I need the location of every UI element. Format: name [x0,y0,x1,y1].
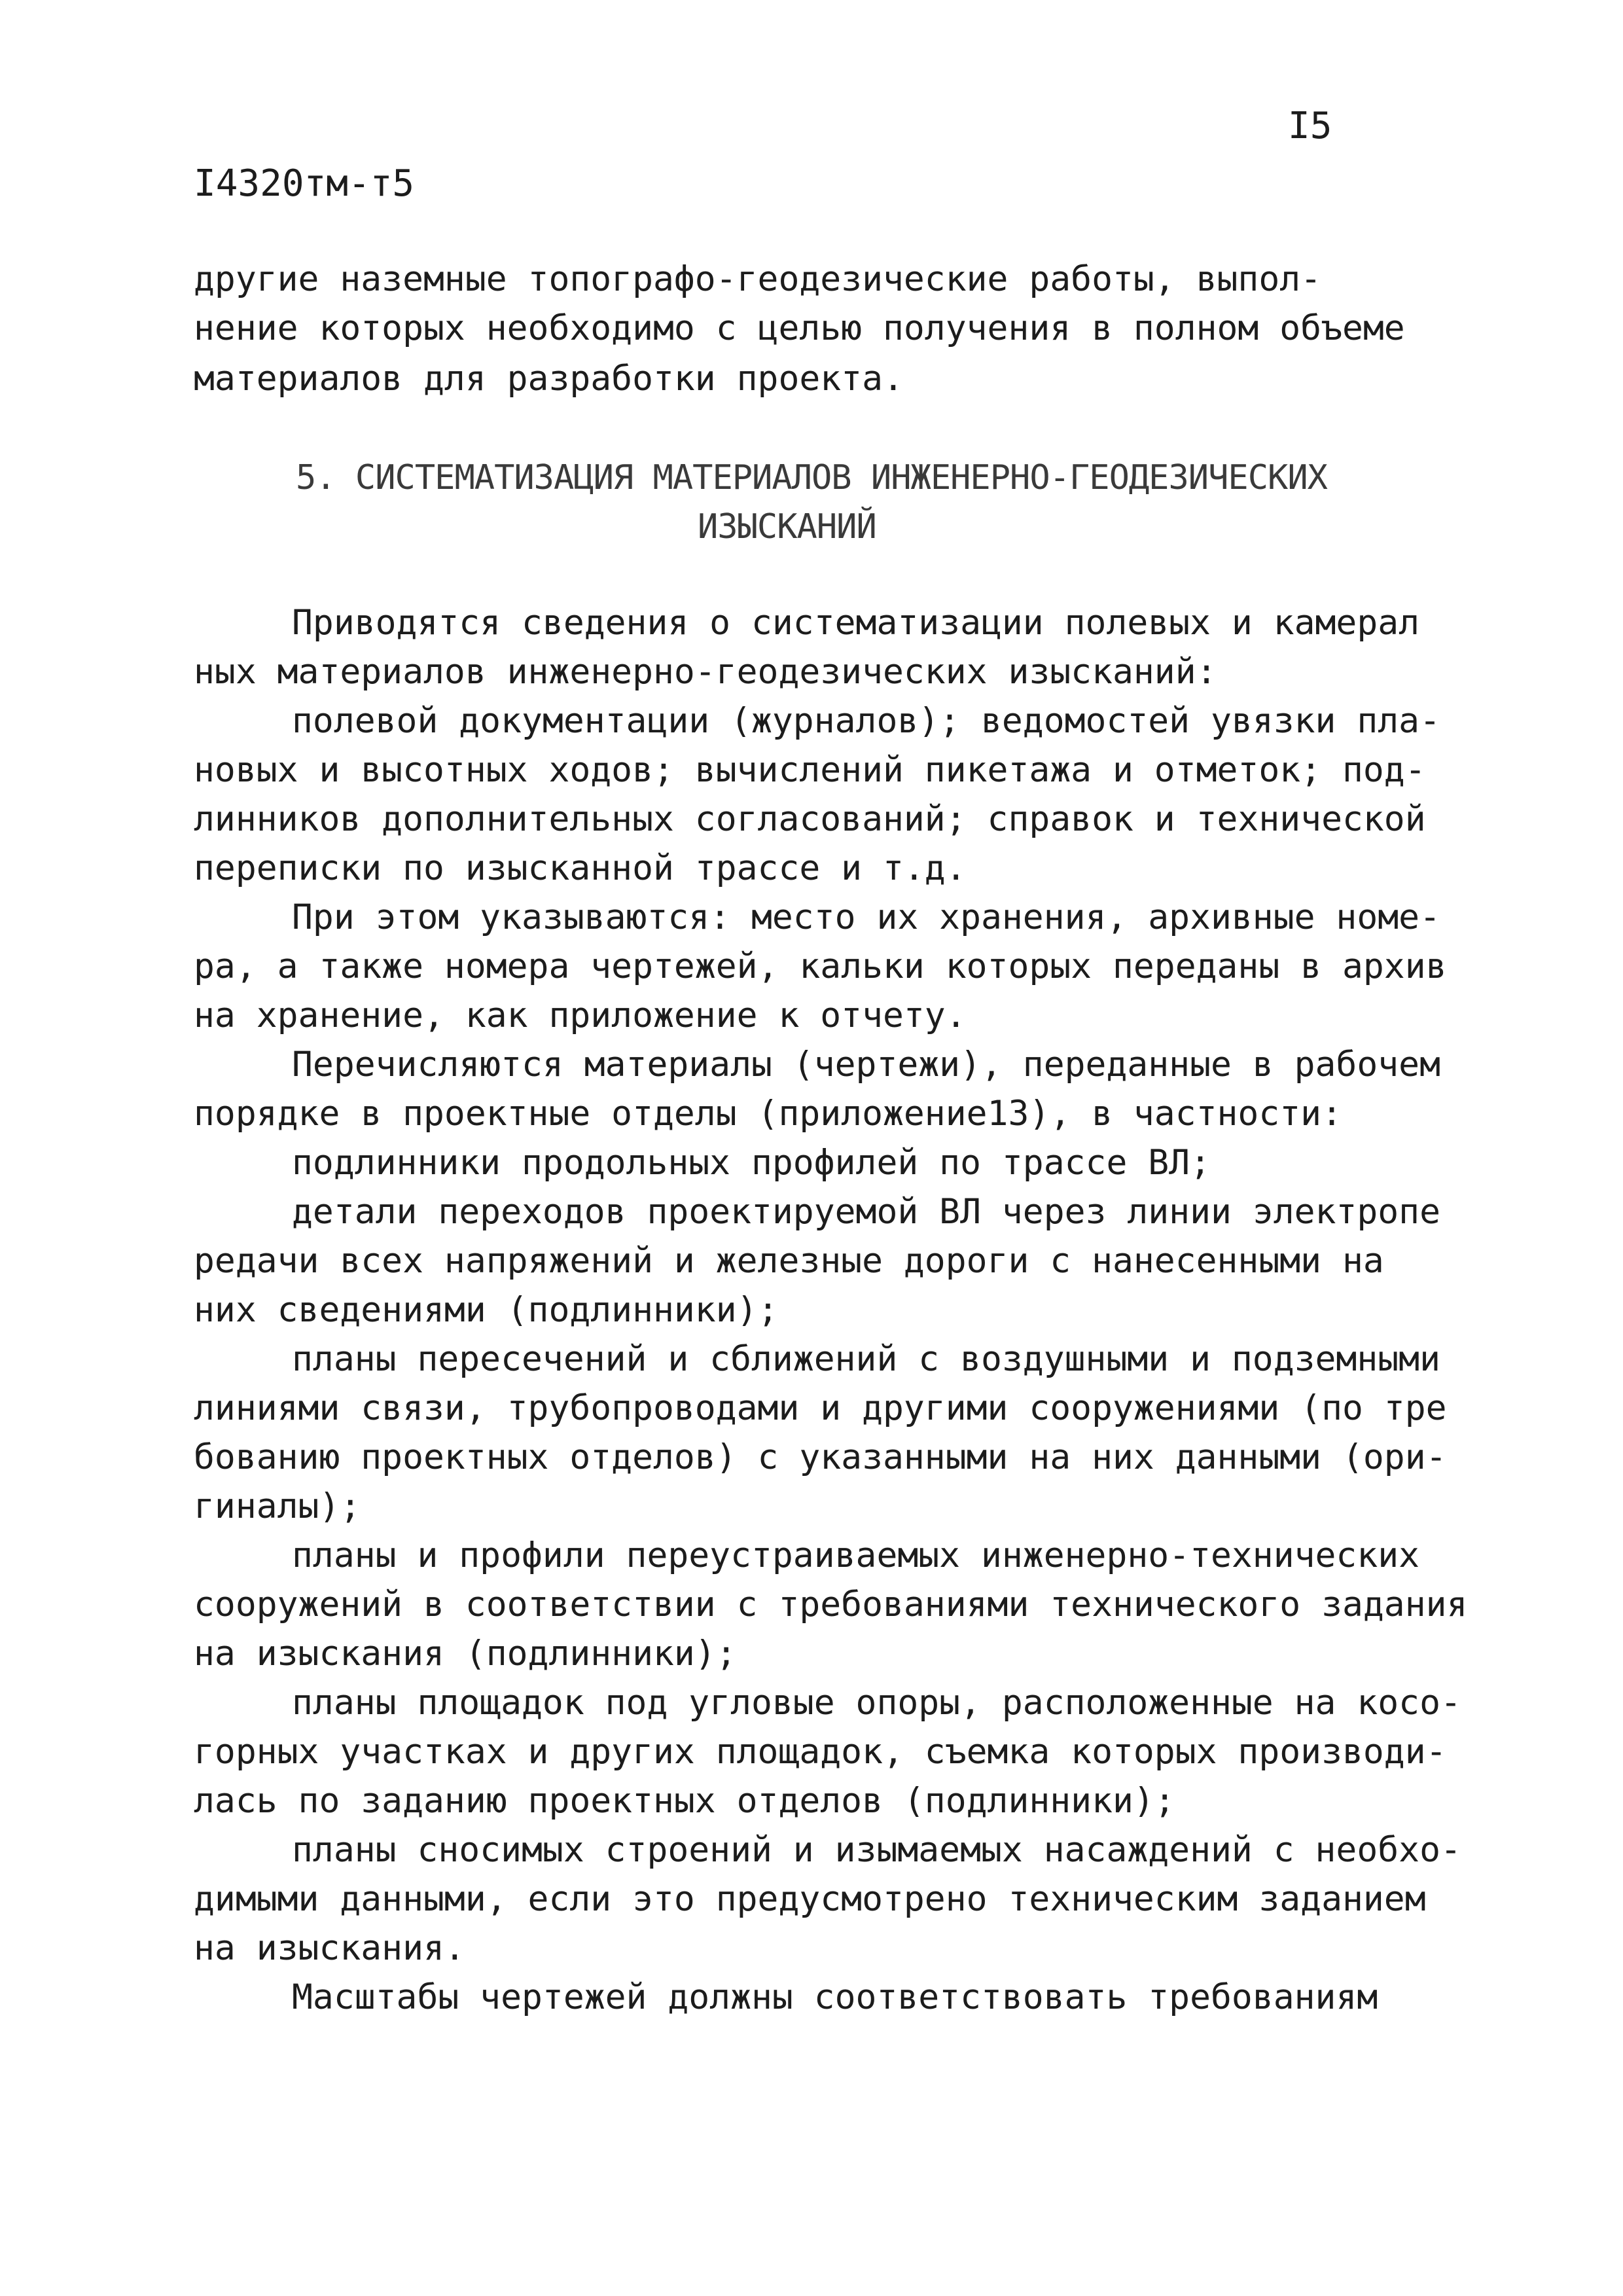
text-line: на хранение, как приложение к отчету. [194,996,967,1035]
text-line: планы и профили переустраиваемых инженерно-технических [292,1535,1420,1575]
text-line: горных участках и других площадок, съемка которых производи- [194,1732,1447,1772]
text-line: на изыскания. [194,1928,465,1968]
text-line: нение которых необходимо с целью получения в полном объеме [194,308,1405,348]
text-line: ра, а также номера чертежей, кальки которых переданы в архив [194,946,1447,986]
text-line: Масштабы чертежей должны соответствовать требованиям [292,1977,1378,2017]
section-title-continued: ИЗЫСКАНИЙ [698,507,876,547]
text-line: ных материалов инженерно-геодезических изысканий: [194,652,1217,692]
text-line: подлинники продольных профилей по трассе ВЛ; [292,1143,1211,1183]
text-line: димыми данными, если это предусмотрено техническим заданием [194,1879,1426,1919]
text-line: лась по заданию проектных отделов (подлинники); [194,1781,1175,1821]
text-line: Приводятся сведения о систематизации полевых и камерал [292,603,1420,643]
text-line: гиналы); [194,1486,361,1526]
page-number: I5 [1288,105,1332,147]
text-line: планы пересечений и сближений с воздушными и подземными [292,1339,1440,1379]
text-line: них сведениями (подлинники); [194,1290,779,1330]
text-line: детали переходов проектируемой ВЛ через линии электропе [292,1192,1440,1232]
text-line: новых и высотных ходов; вычислений пикетажа и отметок; под- [194,750,1426,790]
text-line: линников дополнительных согласований; справок и технической [194,799,1426,839]
text-line: полевой документации (журналов); ведомостей увязки пла- [292,701,1440,741]
text-line: сооружений в соответствии с требованиями технического задания [194,1585,1468,1624]
text-line: Перечисляются материалы (чертежи), переданные в рабочем [292,1045,1440,1085]
text-line: порядке в проектные отделы (приложение13), в частности: [194,1094,1342,1134]
text-line: редачи всех напряжений и железные дороги с нанесенными на [194,1241,1384,1281]
text-line: бованию проектных отделов) с указанными на них данными (ори- [194,1437,1447,1477]
text-line: линиями связи, трубопроводами и другими сооружениями (по тре [194,1388,1447,1428]
text-line: переписки по изысканной трассе и т.д. [194,848,967,888]
document-code: I4320тм-т5 [194,162,415,205]
text-line: При этом указываются: место их хранения, архивные номе- [292,897,1440,937]
text-line: материалов для разработки проекта. [194,359,904,399]
text-line: планы сносимых строений и изымаемых насаждений с необхо- [292,1830,1461,1870]
text-line: планы площадок под угловые опоры, расположенные на косо- [292,1683,1461,1723]
text-line: на изыскания (подлинники); [194,1634,737,1674]
text-line: другие наземные топографо-геодезические работы, выпол- [194,259,1322,299]
section-title: 5. СИСТЕМАТИЗАЦИЯ МАТЕРИАЛОВ ИНЖЕНЕРНО-ГЕОДЕЗИЧЕСКИХ [296,458,1327,497]
